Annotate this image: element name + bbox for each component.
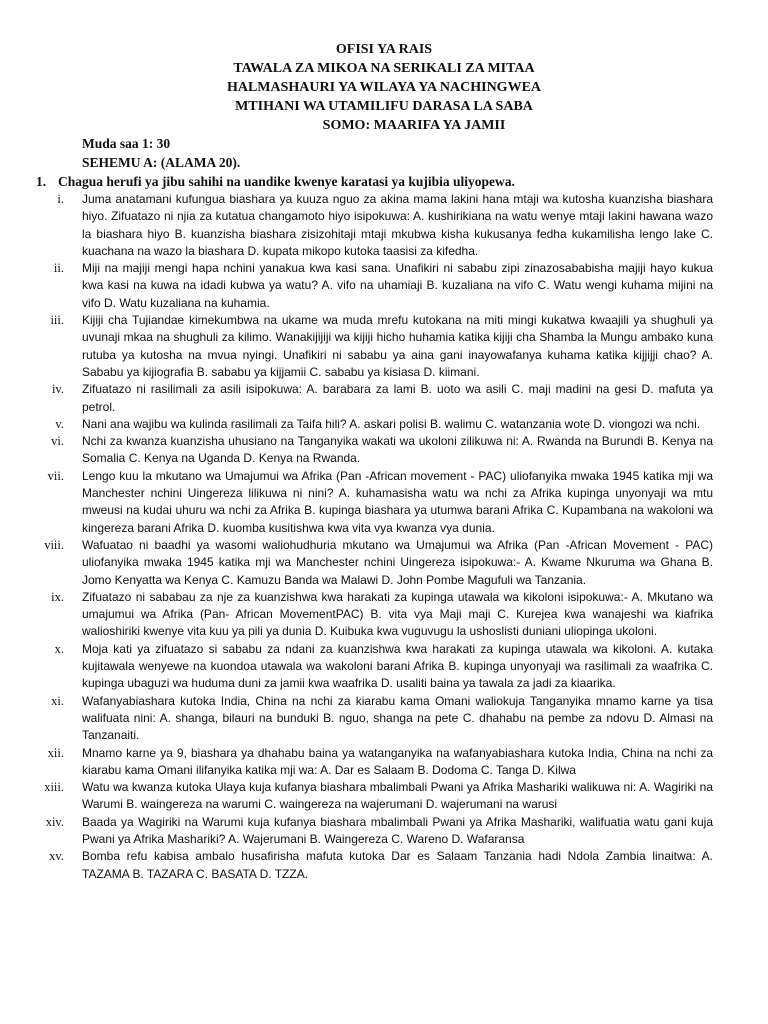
question-item bbox=[0, 312, 768, 381]
item-number: xiii. bbox=[44, 780, 64, 795]
question-item bbox=[0, 537, 768, 589]
exam-duration: Muda saa 1: 30 bbox=[82, 136, 171, 151]
question-item bbox=[0, 433, 768, 468]
item-text: Watu wa kwanza kutoka Ulaya kuja kufanya biashara mbalimbali Pwani ya Afrika Mashariki walikuwa ni: A. Wagiriki na Warumi B. waingereza na warumi C. waingereza na wajerumani D. wajerumani na warusi bbox=[82, 780, 713, 812]
item-text: Nani ana wajibu wa kulinda rasilimali za Taifa hili? A. askari polisi B. walimu C. watanzania wote D. viongozi wa nchi. bbox=[82, 416, 701, 431]
header-regional-admin: TAWALA ZA MIKOA NA SERIKALI ZA MITAA bbox=[233, 61, 535, 76]
item-number: xv. bbox=[49, 849, 64, 864]
question-item bbox=[0, 693, 768, 745]
item-text: Lengo kuu la mkutano wa Umajumui wa Afrika (Pan -African movement - PAC) uliofanyika mwaka 1945 katika mji wa Manchester nchini Uingereza lilikuwa ni nini? A. kuhamasisha watu wa nchi za Afrika kupinga unyonyaji wa mtu mweusi na kudai uhuru wa nchi za Afrika B. kupinga biashara ya utumwa barani Afrika C. Kupambana na wakoloni wa kingereza barani Afrika D. kuomba kusitishwa kwa vita vya kwanza vya dunia. bbox=[82, 468, 713, 535]
item-text: Wafuatao ni baadhi ya wasomi waliohudhuria mkutano wa Umajumui wa Afrika (Pan -African Movement - PAC) uliofanyika mwaka 1945 katika mji wa Manchester nchini Uingereza isipokuwa:- A. Kwame Nkuruma wa Ghana B. Jomo Kenyatta wa Kenya C. Kamuzu Banda wa Malawi D. John Pombe Magufuli wa Tanzania. bbox=[82, 537, 713, 587]
item-text: Mnamo karne ya 9, biashara ya dhahabu baina ya watanganyika na wafanyabiashara kutoka India, China na nchi za kiarabu kama Omani ilifanyika katika mji wa: A. Dar es Salaam B. Dodoma C. Tanga D. Kilwa bbox=[82, 745, 713, 777]
item-number: vi. bbox=[51, 434, 64, 449]
question-item bbox=[0, 814, 768, 849]
question-item bbox=[0, 468, 768, 537]
question-items bbox=[0, 191, 768, 883]
item-number: v. bbox=[55, 416, 64, 431]
question-item bbox=[0, 779, 768, 814]
item-text: Nchi za kwanza kuanzisha uhusiano na Tanganyika wakati wa ukoloni zilikuwa ni: A. Rwanda na Burundi B. Kenya na Somalia C. Kenya na Uganda D. Kenya na Rwanda. bbox=[82, 434, 713, 466]
item-text: Miji na majiji mengi hapa nchini yanakua kwa kasi sana. Unafikiri ni sababu zipi zinazosababisha majiji hayo kukua kwa kasi na kuwa na idadi kubwa ya watu? A. vifo na uhamiaji B. kuzaliana na vifo C. Watu wengi kuhama mijini na vifo D. Watu kuzaliana na kuhamia. bbox=[82, 261, 713, 310]
item-text: Zifuatazo ni sababau za nje za kuanzishwa kwa harakati za kupinga utawala wa kikoloni isipokuwa:- A. Mkutano wa umajumui wa Afrika (Pan- African MovementPAC) B. vita vya Maji maji C. Kurejea kwa wanajeshi wa kiafrika walioshiriki kwenye vita kuu ya pili ya dunia D. Kuibuka kwa vuguvugu la ushoslisti duniani uliopinga ukoloni. bbox=[82, 589, 713, 639]
item-text: Baada ya Wagiriki na Warumi kuja kufanya biashara mbalimbali Pwani ya Afrika Mashariki, walifuatia watu gani kuja Pwani ya Afrika Mashariki? A. Wajerumani B. Waingereza C. Wareno D. Wafaransa bbox=[82, 814, 713, 846]
question-item bbox=[0, 416, 768, 433]
question-instruction bbox=[36, 172, 515, 191]
question-item bbox=[0, 848, 768, 883]
item-number: ix. bbox=[51, 589, 64, 604]
item-number: iv. bbox=[51, 382, 64, 397]
item-text: Juma anatamani kufungua biashara ya kuuza nguo za akina mama lakini hana mtaji wa kutosha kuanzisha biashara hiyo. Zifuatazo ni njia za kutatua changamoto hiyo isipokuwa: A. kushirikiana na watu wenye mtaji lakini hawana wazo la biashara hiyo B. kuanzisha biashara zisizohitaji mtaji mkubwa kisha kukusanya fedha kukamilisha lengo lake C. kuachana na wazo la biashara D. kupata mikopo kutoka taasisi za kifedha. bbox=[82, 192, 713, 258]
question-item bbox=[0, 260, 768, 312]
question-item bbox=[0, 745, 768, 780]
item-number: xi. bbox=[51, 693, 64, 708]
exam-meta bbox=[82, 134, 240, 172]
item-text: Wafanyabiashara kutoka India, China na nchi za kiarabu kama Omani waliokuja Tanganyika mnamo karne ya tisa walifuata nini: A. shanga, bilauri na bunduki B. nguo, shanga na pete C. dhahabu na pembe za ndovu D. Almasi na Tanzanaiti. bbox=[82, 693, 713, 743]
question-item bbox=[0, 191, 768, 260]
item-number: xiv. bbox=[45, 814, 64, 829]
question-instruction-text: Chagua herufi ya jibu sahihi na uandike kwenye karatasi ya kujibia uliyopewa. bbox=[58, 174, 515, 189]
section-title: SEHEMU A: (ALAMA 20). bbox=[82, 155, 241, 170]
question-item bbox=[0, 641, 768, 693]
item-text: Zifuatazo ni rasilimali za asili isipokuwa: A. barabara za lami B. uoto wa asili C. maji madini na gesi D. mafuta ya petrol. bbox=[82, 382, 713, 414]
item-number: vii. bbox=[47, 468, 64, 483]
header-exam-title: MTIHANI WA UTAMILIFU DARASA LA SABA bbox=[235, 99, 533, 114]
item-text: Moja kati ya zifuatazo si sababu za ndani za kuanzishwa kwa harakati za kupinga utawala wa kikoloni. A. kutaka kujitawala wenyewe na kuondoa utawala wa wakoloni barani Afrika B. kupinga unyonyaji wa rasilimali za waafrika C. kupinga ubaguzi wa huduma duni za jamii kwa waafrika D. usaliti baina ya tawala za jadi za kiaarika. bbox=[82, 641, 713, 691]
item-number: iii. bbox=[50, 313, 64, 328]
question-item bbox=[0, 381, 768, 416]
header-office: OFISI YA RAIS bbox=[335, 42, 433, 57]
header-subject: SOMO: MAARIFA YA JAMII bbox=[322, 118, 506, 133]
item-number: viii. bbox=[44, 537, 64, 552]
item-number: x. bbox=[54, 641, 64, 656]
item-text: Kijiji cha Tujiandae kimekumbwa na ukame wa muda mrefu kutokana na miti mingi kukatwa kwaajili ya shughuli ya uvunaji mkaa na shughuli za kilimo. Wanakijijiji wa kijiji hicho huhamia katika kijiji cha Shamba la Mungu ambako kuna rutuba ya kutosha na mvua nyingi. Unafikiri ni sababu ya aina gani inayowafanya kuhama katika kijjijji chao? A. Sababu ya kijiografia B. sababu ya kijjamii C. sababu ya kisiasa D. kiimani. bbox=[82, 313, 713, 379]
question-number: 1. bbox=[36, 174, 47, 189]
header-district-council: HALMASHAURI YA WILAYA YA NACHINGWEA bbox=[226, 80, 542, 95]
item-number: ii. bbox=[53, 261, 64, 276]
question-item bbox=[0, 589, 768, 641]
item-number: i. bbox=[57, 192, 64, 206]
item-text: Bomba refu kabisa ambalo husafirisha mafuta kutoka Dar es Salaam Tanzania hadi Ndola Zambia linaitwa: A. TAZAMA B. TAZARA C. BASATA D. TZZA. bbox=[82, 849, 713, 881]
item-number: xii. bbox=[47, 745, 64, 760]
exam-header bbox=[0, 40, 768, 135]
